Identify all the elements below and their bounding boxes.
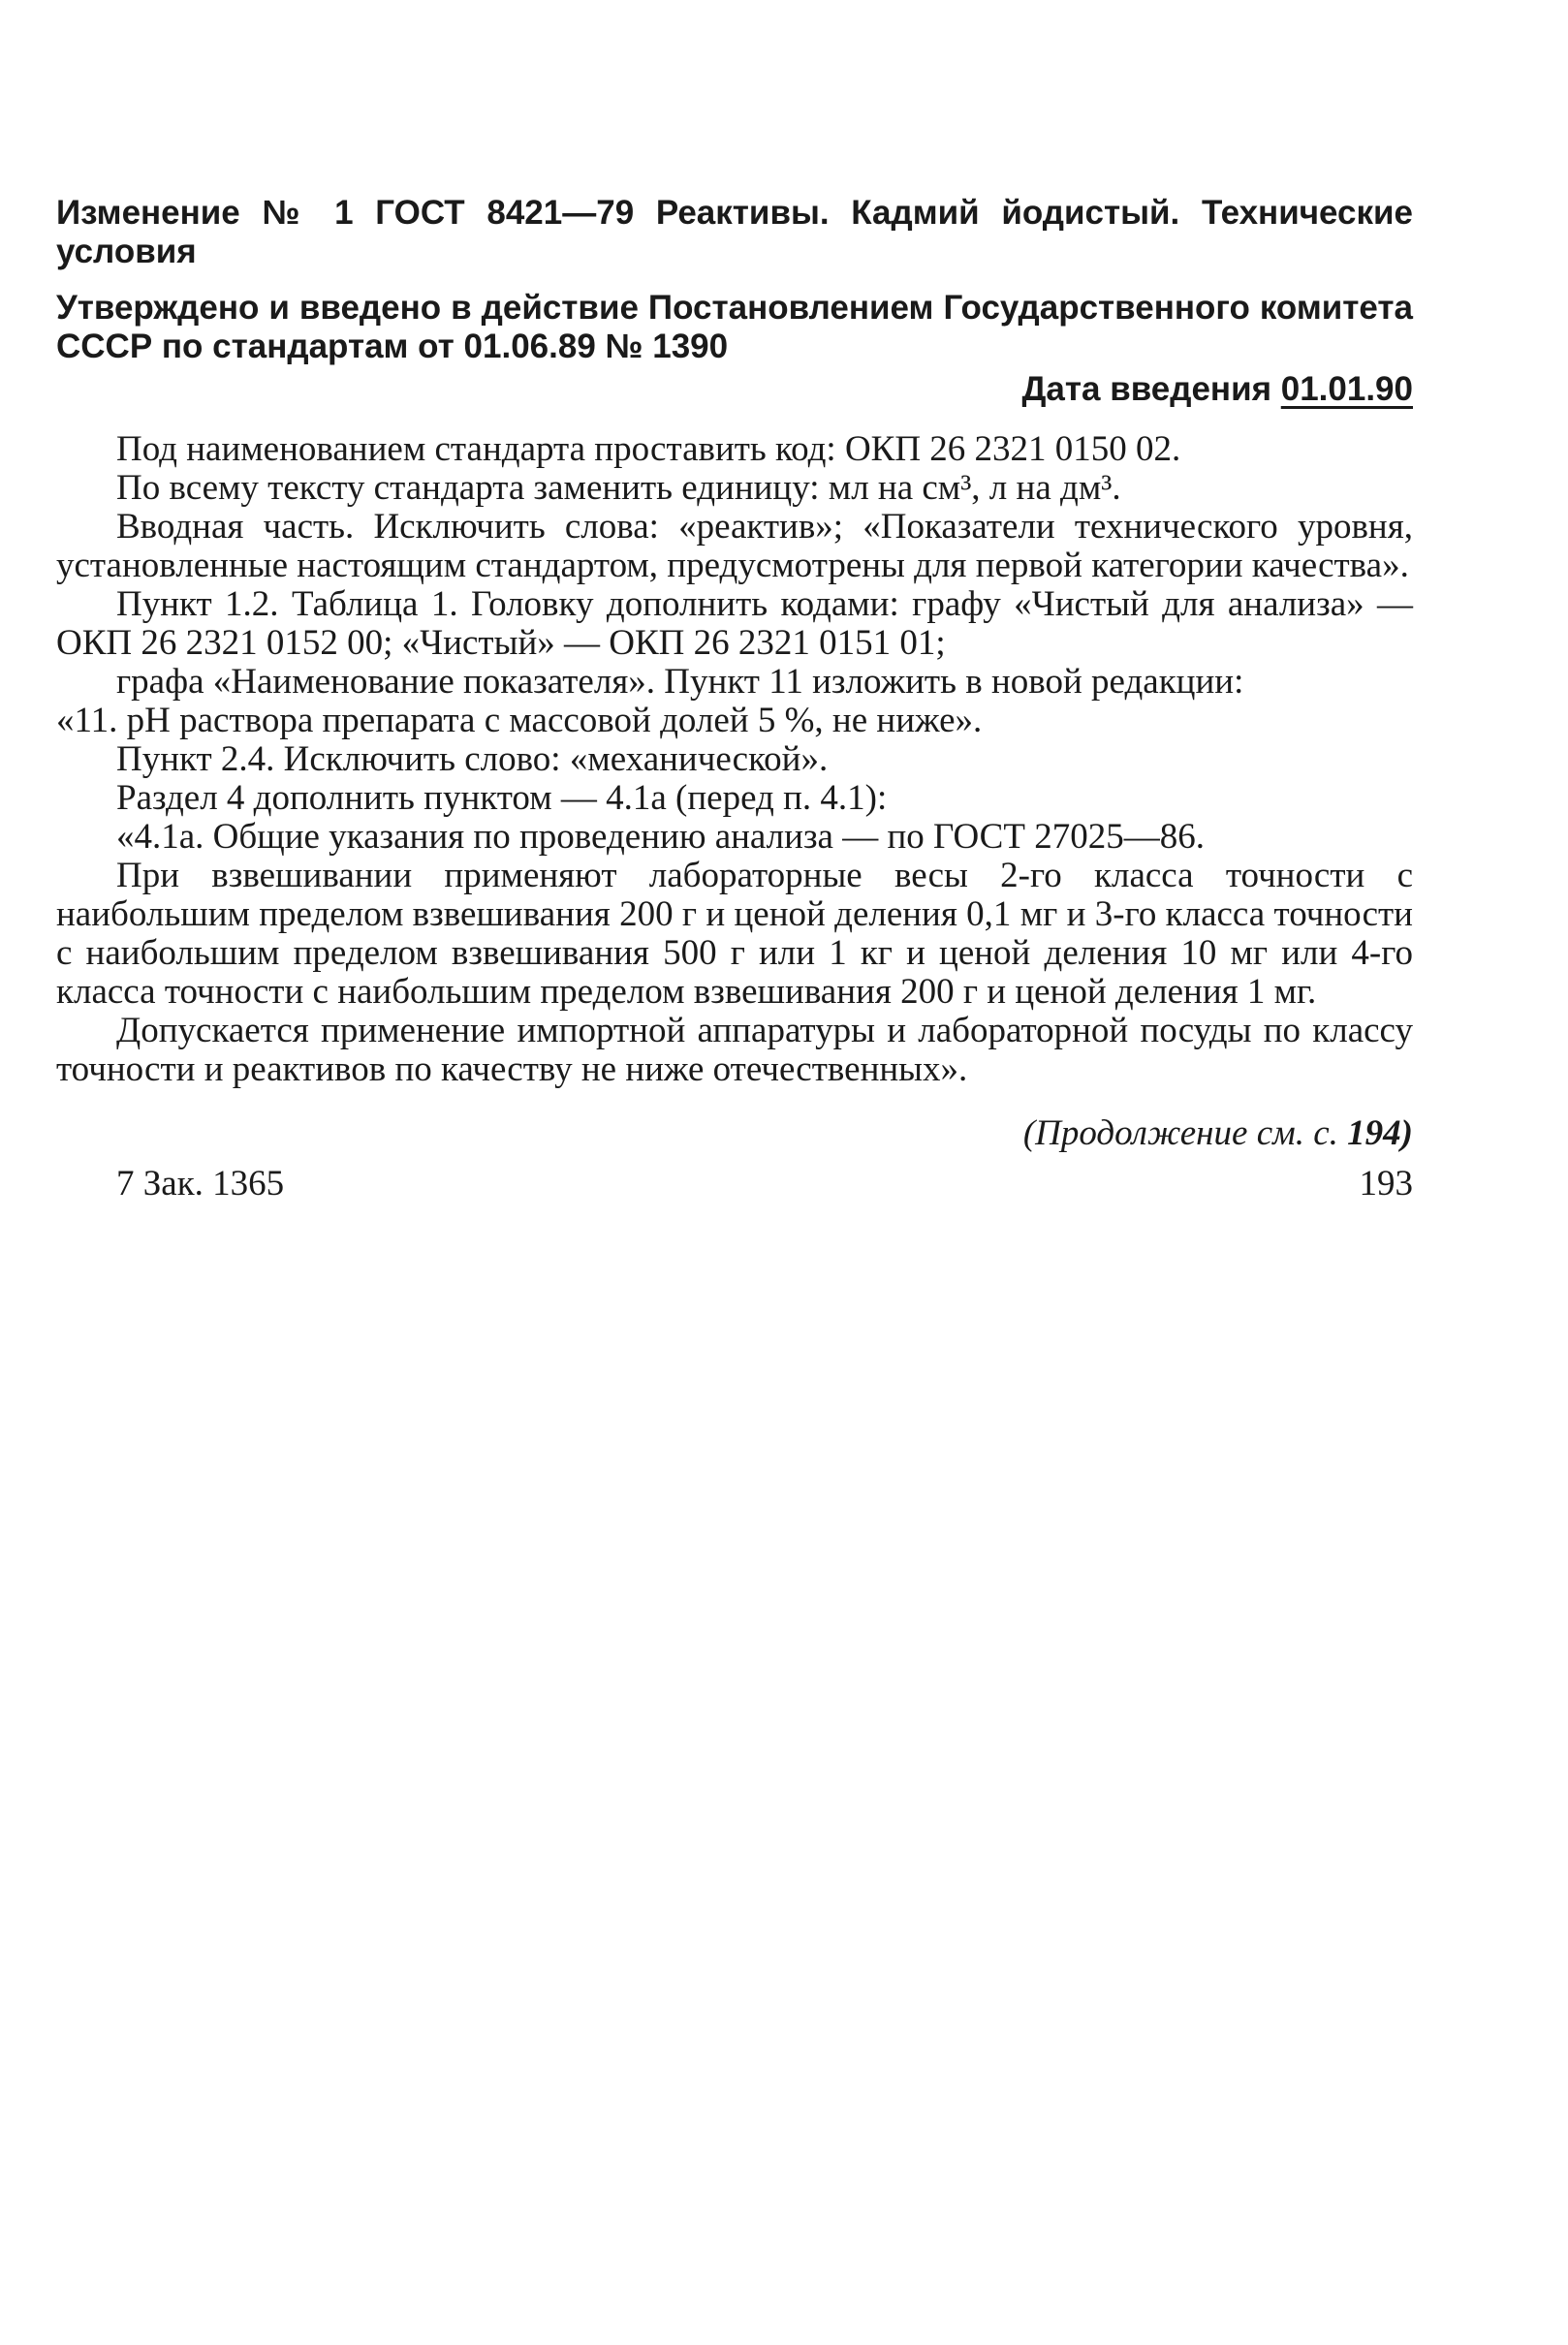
paragraph: Пункт 1.2. Таблица 1. Головку дополнить кодами: графу «Чистый для анализа» — ОКП 26 2321 0152 00; «Чистый» — ОКП 26 2321 0151 01; [56,584,1413,663]
paragraph: По всему тексту стандарта заменить единицу: мл на см³, л на дм³. [116,468,1121,508]
paragraph: «4.1а. Общие указания по проведению анализа — по ГОСТ 27025—86. [116,817,1205,857]
paragraph: Вводная часть. Исключить слова: «реактив»; «Показатели технического уровня, установленные настоящим стандартом, предусмотрены для первой категории качества». [56,507,1413,585]
approval-statement: Утверждено и введено в действие Постановлением Государственного комитета СССР по стандартам от 01.06.89 № 1390 [56,289,1413,365]
page-number: 193 [1359,1164,1413,1204]
paragraph: графа «Наименование показателя». Пункт 11 изложить в новой редакции: [116,662,1244,702]
paragraph: «11. pH раствора препарата с массовой долей 5 %, не ниже». [56,701,983,740]
paragraph: Пункт 2.4. Исключить слово: «механической». [116,739,829,779]
continuation-text: (Продолжение см. с. [1022,1113,1338,1153]
document-body [56,430,1413,1089]
effective-date-label: Дата введения [1021,370,1272,408]
effective-date-value: 01.01.90 [1280,370,1413,408]
effective-date [56,368,1413,411]
order-number: 7 Зак. 1365 [116,1164,285,1204]
document-title: Изменение № 1 ГОСТ 8421—79 Реактивы. Кадмий йодистый. Технические условия [56,194,1413,270]
continuation-note [56,1112,1413,1155]
paragraph: При взвешивании применяют лабораторные весы 2-го класса точности с наибольшим пределом взвешивания 200 г и ценой деления 0,1 мг и 3-го класса точности с наибольшим пределом взвешивания 500 г или 1 кг и ценой деления 10 мг или 4-го класса точности с наибольшим пределом взвешивания 200 г и ценой деления 1 мг. [56,856,1413,1012]
document-page [56,194,1413,1204]
paragraph: Допускается применение импортной аппаратуры и лабораторной посуды по классу точности и реактивов по качеству не ниже отечественных». [56,1011,1413,1089]
paragraph: Под наименованием стандарта проставить код: ОКП 26 2321 0150 02. [116,429,1181,469]
paragraph: Раздел 4 дополнить пунктом — 4.1а (перед п. 4.1): [116,778,888,818]
continuation-page: 194) [1347,1113,1413,1153]
